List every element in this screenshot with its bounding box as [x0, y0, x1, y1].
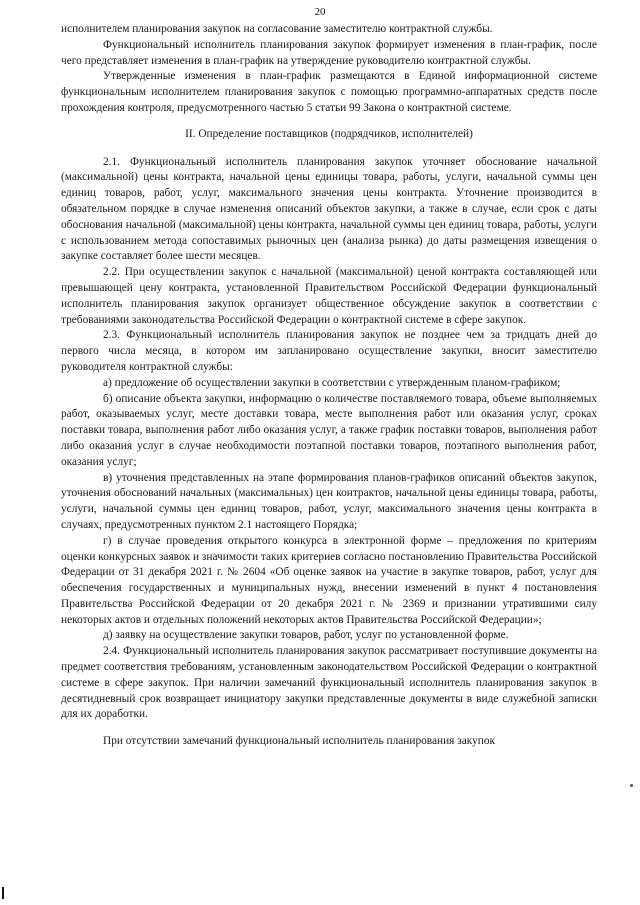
- scan-speck: [630, 784, 633, 787]
- section-heading: II. Определение поставщиков (подрядчиков, исполнителей): [185, 127, 473, 140]
- list-item: а) предложение об осуществлении закупки в соответствии с утвержденным планом-графиком;: [103, 376, 561, 389]
- paragraph: Функциональный исполнитель планирования закупок формирует изменения в план-график, после чего представляет изменения в план-график на утверждение руководителю контрактной службы.: [61, 38, 597, 67]
- paragraph: 2.3. Функциональный исполнитель планирования закупок не позднее чем за тридцать дней до первого числа месяца, в котором им запланировано осуществление закупки, вносит заместителю руководителя контрактной службы:: [61, 329, 597, 373]
- paragraph: 2.1. Функциональный исполнитель планирования закупок уточняет обоснование начальной (максимальной) цены контракта, начальной цены единицы товара, работы, услуги, начальной суммы цен единиц товаров, работ, услуг, максимального значения цены контракта. Уточнение производится в обязательном порядке в случае изменения описаний объектов закупки, а также в случае, если срок с даты обоснования начальной (максимальной) цены контракта, начальной суммы цен единиц товара, работы, услуги с использованием метода сопоставимых рыночных цен (анализа рынка) до даты размещения извещения о закупке составляет более шести месяцев.: [61, 155, 597, 263]
- paragraph: исполнителем планирования закупок на согласование заместителю контрактной службы.: [61, 23, 493, 35]
- paragraph: 2.2. При осуществлении закупок с начальной (максимальной) ценой контракта составляющей или превышающей цену контракта, установленной Правительством Российской Федерации функциональный исполнитель планирования закупок организует общественное обсуждение закупок в соответствии с требованиями законодательства Российской Федерации о контрактной системе в сфере закупок.: [61, 266, 597, 326]
- list-item: б) описание объекта закупки, информацию о количестве поставляемого товара, объеме выполняемых работ, оказываемых услуг, месте доставки товара, месте выполнения работ или оказания услуг, сроках поставки товара, выполнения работ либо оказания услуг, а также график поставки товаров, выполнения работ либо оказания услуг в случае необходимости поэтапной поставки товаров, поэтапного выполнения работ, оказания услуг;: [61, 392, 597, 468]
- list-item: д) заявку на осуществление закупки товаров, работ, услуг по установленной форме.: [103, 629, 509, 642]
- paragraph: 2.4. Функциональный исполнитель планирования закупок рассматривает поступившие документы на предмет соответствия требованиям, установленным законодательством Российской Федерации о контрактной системе в сфере закупок. При наличии замечаний функциональный исполнитель планирования закупок в десятидневный срок возвращает инициатору закупки представленные документы в виде служебной записки для их доработки.: [61, 645, 597, 721]
- list-item: в) уточнения представленных на этапе формирования планов-графиков описаний объектов закупок, уточнения обоснований начальных (максимальных) цен контрактов, начальной цены единицы товара, работы, услуги, начальной суммы цен единиц товаров, работ, услуг, максимального значения цены контракта в случаях, предусмотренных пунктом 2.1 настоящего Порядка;: [61, 471, 597, 531]
- list-item: г) в случае проведения открытого конкурса в электронной форме – предложения по критериям оценки конкурсных заявок и значимости таких критериев согласно постановлению Правительства Российской Федерации от 31 декабря 2021 г. № 2604 «Об оценке заявок на участие в закупке товаров, работ, услуг для обеспечения государственных и муниципальных нужд, внесении изменений в пункт 4 постановления Правительства Российской Федерации от 20 декабря 2021 г. № 2369 и признании утратившими силу некоторых актов и отдельных положений некоторых актов Правительства Российской Федерации»;: [61, 534, 597, 626]
- scan-edge-mark: [2, 887, 4, 899]
- paragraph: Утвержденные изменения в план-график размещаются в Единой информационной системе функциональным исполнителем планирования закупок с помощью программно-аппаратных средств после прохождения контроля, предусмотренного частью 5 статьи 99 Закона о контрактной системе.: [61, 70, 597, 114]
- document-body: [61, 22, 597, 762]
- paragraph: При отсутствии замечаний функциональный исполнитель планирования закупок: [103, 735, 496, 748]
- page-number: 20: [314, 6, 326, 18]
